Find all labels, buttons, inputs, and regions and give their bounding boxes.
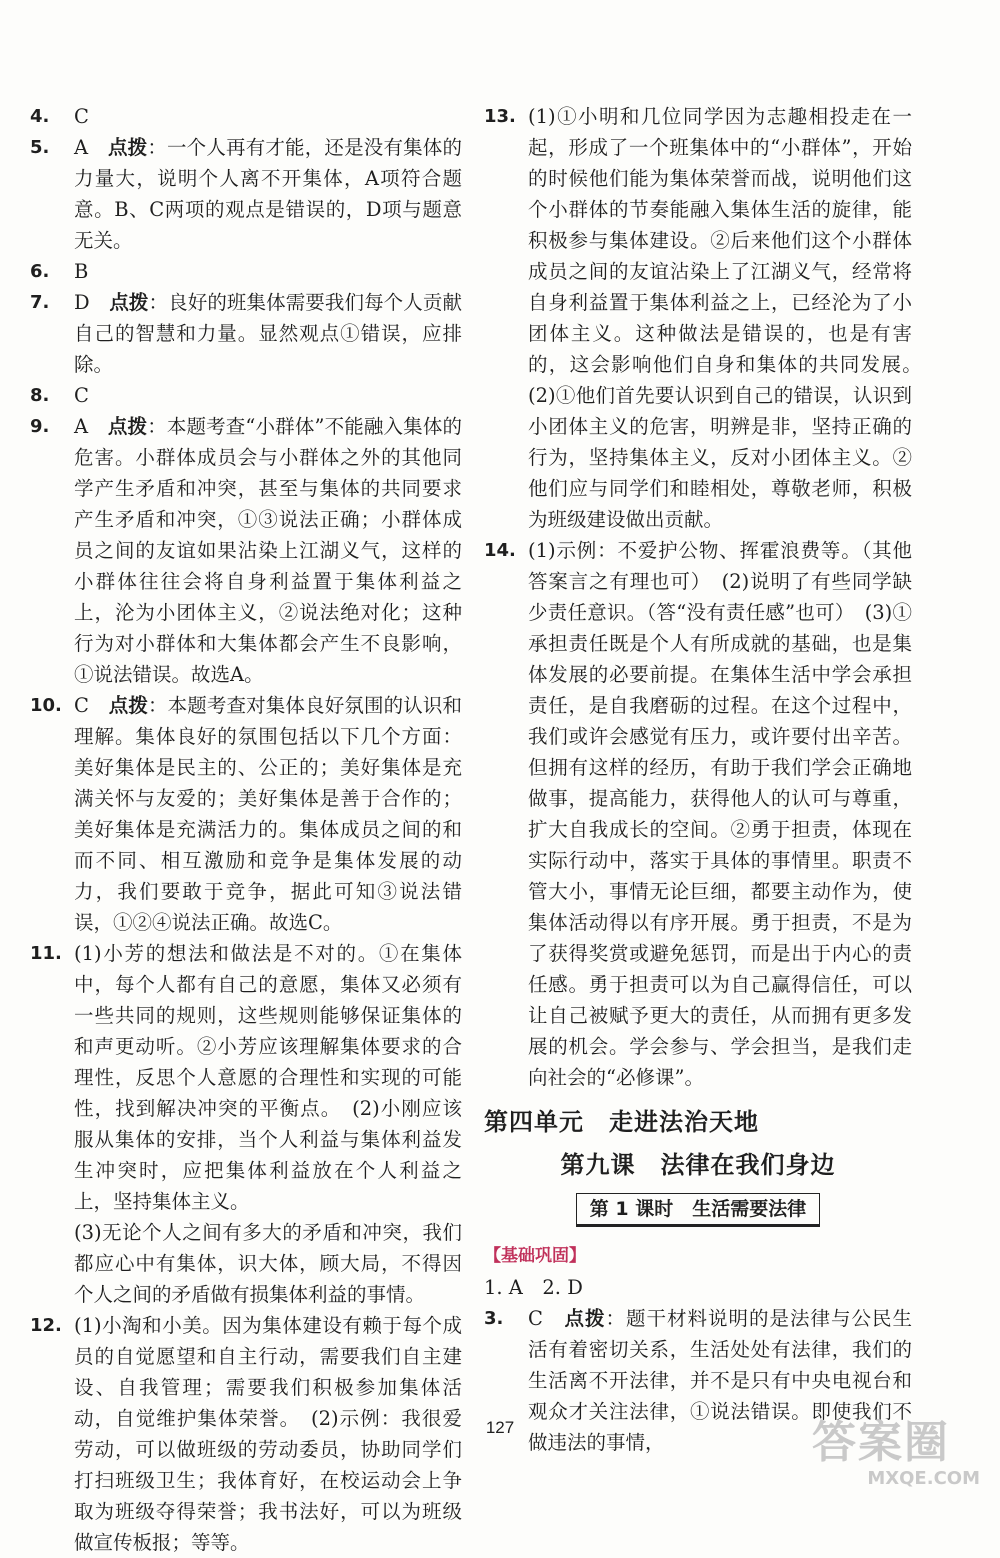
answer-item-11 [30,938,462,1217]
item-number: 6. [30,261,50,282]
item-text [74,287,462,380]
item-number: 9. [30,416,50,437]
answer-item-13 [484,101,932,535]
item-number: 8. [30,385,50,406]
hint-text: ：题干材料说明的是法律与公民生活有着密切关系，生活处处有法律，我们的生活离不开法律，并不是只有中央电视台和观众才关注法律，①说法错误。即使我们不做违法的事情， [528,1307,912,1454]
item-number: 12. [30,1315,62,1336]
hint-tag: 点拨 [108,694,148,717]
answer-item-9 [30,411,462,690]
answer-letter: C [528,1307,565,1330]
item-text: C [74,105,89,128]
hint-text: ：一个人再有才能，还是没有集体的力量大，说明个人离不开集体，A项符合题意。B、C两项的观点是错误的，D项与题意无关。 [74,136,462,252]
item-text [74,132,462,256]
lesson-title: 第九课 法律在我们身边 [560,1151,836,1179]
answer-item-10 [30,690,462,938]
short-answers: 1. A 2. D [484,1276,583,1299]
item-text: (1)①小明和几位同学因为志趣相投走在一起，形成了一个班集体中的“小群体”，开始的时候他们能为集体荣誉而战，说明他们这个小群体的节奏能融入集体生活的旋律，能积极参与集体建设。②后来他们这个小群体成员之间的友谊沾染上了江湖义气，经常将自身利益置于集体利益之上，已经沦为了小团体主义。这种做法是错误的，也是有害的，这会影响他们自身和集体的共同发展。 (2)①他们首先要认识到自己的错误，认识到小团体主义的危害，明辨是非，坚持正确的行为，坚持集体主义，反对小团体主义。②他们应与同学们和睦相处，尊敬老师，积极为班级建设做出贡献。 [528,105,932,531]
hint-tag: 点拨 [564,1307,606,1330]
item-text: (1)小淘和小美。因为集体建设有赖于每个成员的自觉愿望和自主行动，需要我们自主建设、自我管理；需要我们积极参加集体活动，自觉维护集体荣誉。 (2)示例：我很爱劳动，可以做班级的劳动委员，协助同学们打扫班级卫生；我体育好，在校运动会上争取为班级夺得荣誉；我书法好，可以为班级做宣传板报；等等。 [74,1314,462,1554]
answer-letter: A [74,136,108,159]
item-number: 4. [30,106,50,127]
section-tag: 【基础巩固】 [484,1246,586,1266]
item-number: 11. [30,943,62,964]
answer-letter: A [74,415,108,438]
answer-item-8 [30,380,462,411]
hint-tag: 点拨 [109,291,149,314]
page-number: 127 [485,1418,515,1437]
period-title: 第 1 课时 生活需要法律 [576,1193,820,1227]
answer-item-4 [30,101,462,132]
watermark-mark: 答案圈 [812,1417,950,1468]
item-text [74,411,462,690]
item-number: 13. [484,106,516,127]
hint-text: ：良好的班集体需要我们每个人贡献自己的智慧和力量。显然观点①错误，应排除。 [74,291,462,376]
left-column [30,101,462,1558]
item-number: 5. [30,137,50,158]
item-number: 7. [30,292,50,313]
right-column [484,101,932,1458]
unit-title: 第四单元 走进法治天地 [484,1108,759,1136]
item-text: C [74,384,89,407]
item-text: (1)示例：不爱护公物、挥霍浪费等。（其他答案言之有理也可） (2)说明了有些同学缺少责任意识。（答“没有责任感”也可） (3)①承担责任既是个人有所成就的基础，也是集体发展的必要前提。在集体生活中学会承担责任，是自我磨砺的过程。在这个过程中，我们或许会感觉有压力，或许要付出辛苦。但拥有这样的经历，有助于我们学会正确地做事，提高能力，获得他人的认可与尊重，扩大自我成长的空间。②勇于担责，体现在实际行动中，落实于具体的事情里。职责不管大小，事情无论巨细，都要主动作为，使集体活动得以有序开展。勇于担责，不是为了获得奖赏或避免惩罚，而是出于内心的责任感。勇于担责可以为自己赢得信任，可以让自己被赋予更大的责任，从而拥有更多发展的机会。学会参与、学会担当，是我们走向社会的“必修课”。 [528,539,912,1089]
answer-item-5 [30,132,462,256]
hint-text: ：本题考查“小群体”不能融入集体的危害。小群体成员会与小群体之外的其他同学产生矛盾和冲突，甚至与集体的共同要求产生矛盾和冲突，①③说法正确；小群体成员之间的友谊如果沾染上江湖义气，这样的小群体往往会将自身利益置于集体利益之上，沦为小团体主义，②说法绝对化；这种行为对小群体和大集体都会产生不良影响，①说法错误。故选A。 [74,415,462,686]
item-number: 14. [484,540,516,561]
answer-item-14 [484,535,912,1093]
item-number: 10. [30,695,62,716]
answer-item-7 [30,287,462,380]
item-text: (1)小芳的想法和做法是不对的。①在集体中，每个人都有自己的意愿，集体又必须有一些共同的规则，这些规则能够保证集体的和声更动听。②小芳应该理解集体要求的合理性，反思个人意愿的合理性和实现的可能性，找到解决冲突的平衡点。 (2)小刚应该服从集体的安排，当个人利益与集体利益发生冲突时，应把集体利益放在个人利益之上，坚持集体主义。 [74,942,462,1213]
answer-letter: D [74,291,110,314]
item-number: 3. [484,1308,504,1329]
answer-item-11-part-3: (3)无论个人之间有多大的矛盾和冲突，我们都应心中有集体，识大体，顾大局，不得因个人之间的矛盾做有损集体利益的事情。 [74,1221,462,1306]
watermark-logo [812,1418,992,1498]
watermark-url: MXQE.COM [867,1468,980,1489]
answer-letter: C [74,694,109,717]
item-text [74,690,462,938]
hint-tag: 点拨 [107,136,148,159]
item-text: B [74,260,89,283]
hint-tag: 点拨 [107,415,148,438]
answer-item-6 [30,256,462,287]
hint-text: ：本题考查对集体良好氛围的认识和理解。集体良好的氛围包括以下几个方面：美好集体是民主的、公正的；美好集体是充满关怀与友爱的；美好集体是善于合作的；美好集体是充满活力的。集体成员之间的和而不同、相互激励和竞争是集体发展的动力，我们要敢于竞争，据此可知③说法错误，①②④说法正确。故选C。 [74,694,462,934]
